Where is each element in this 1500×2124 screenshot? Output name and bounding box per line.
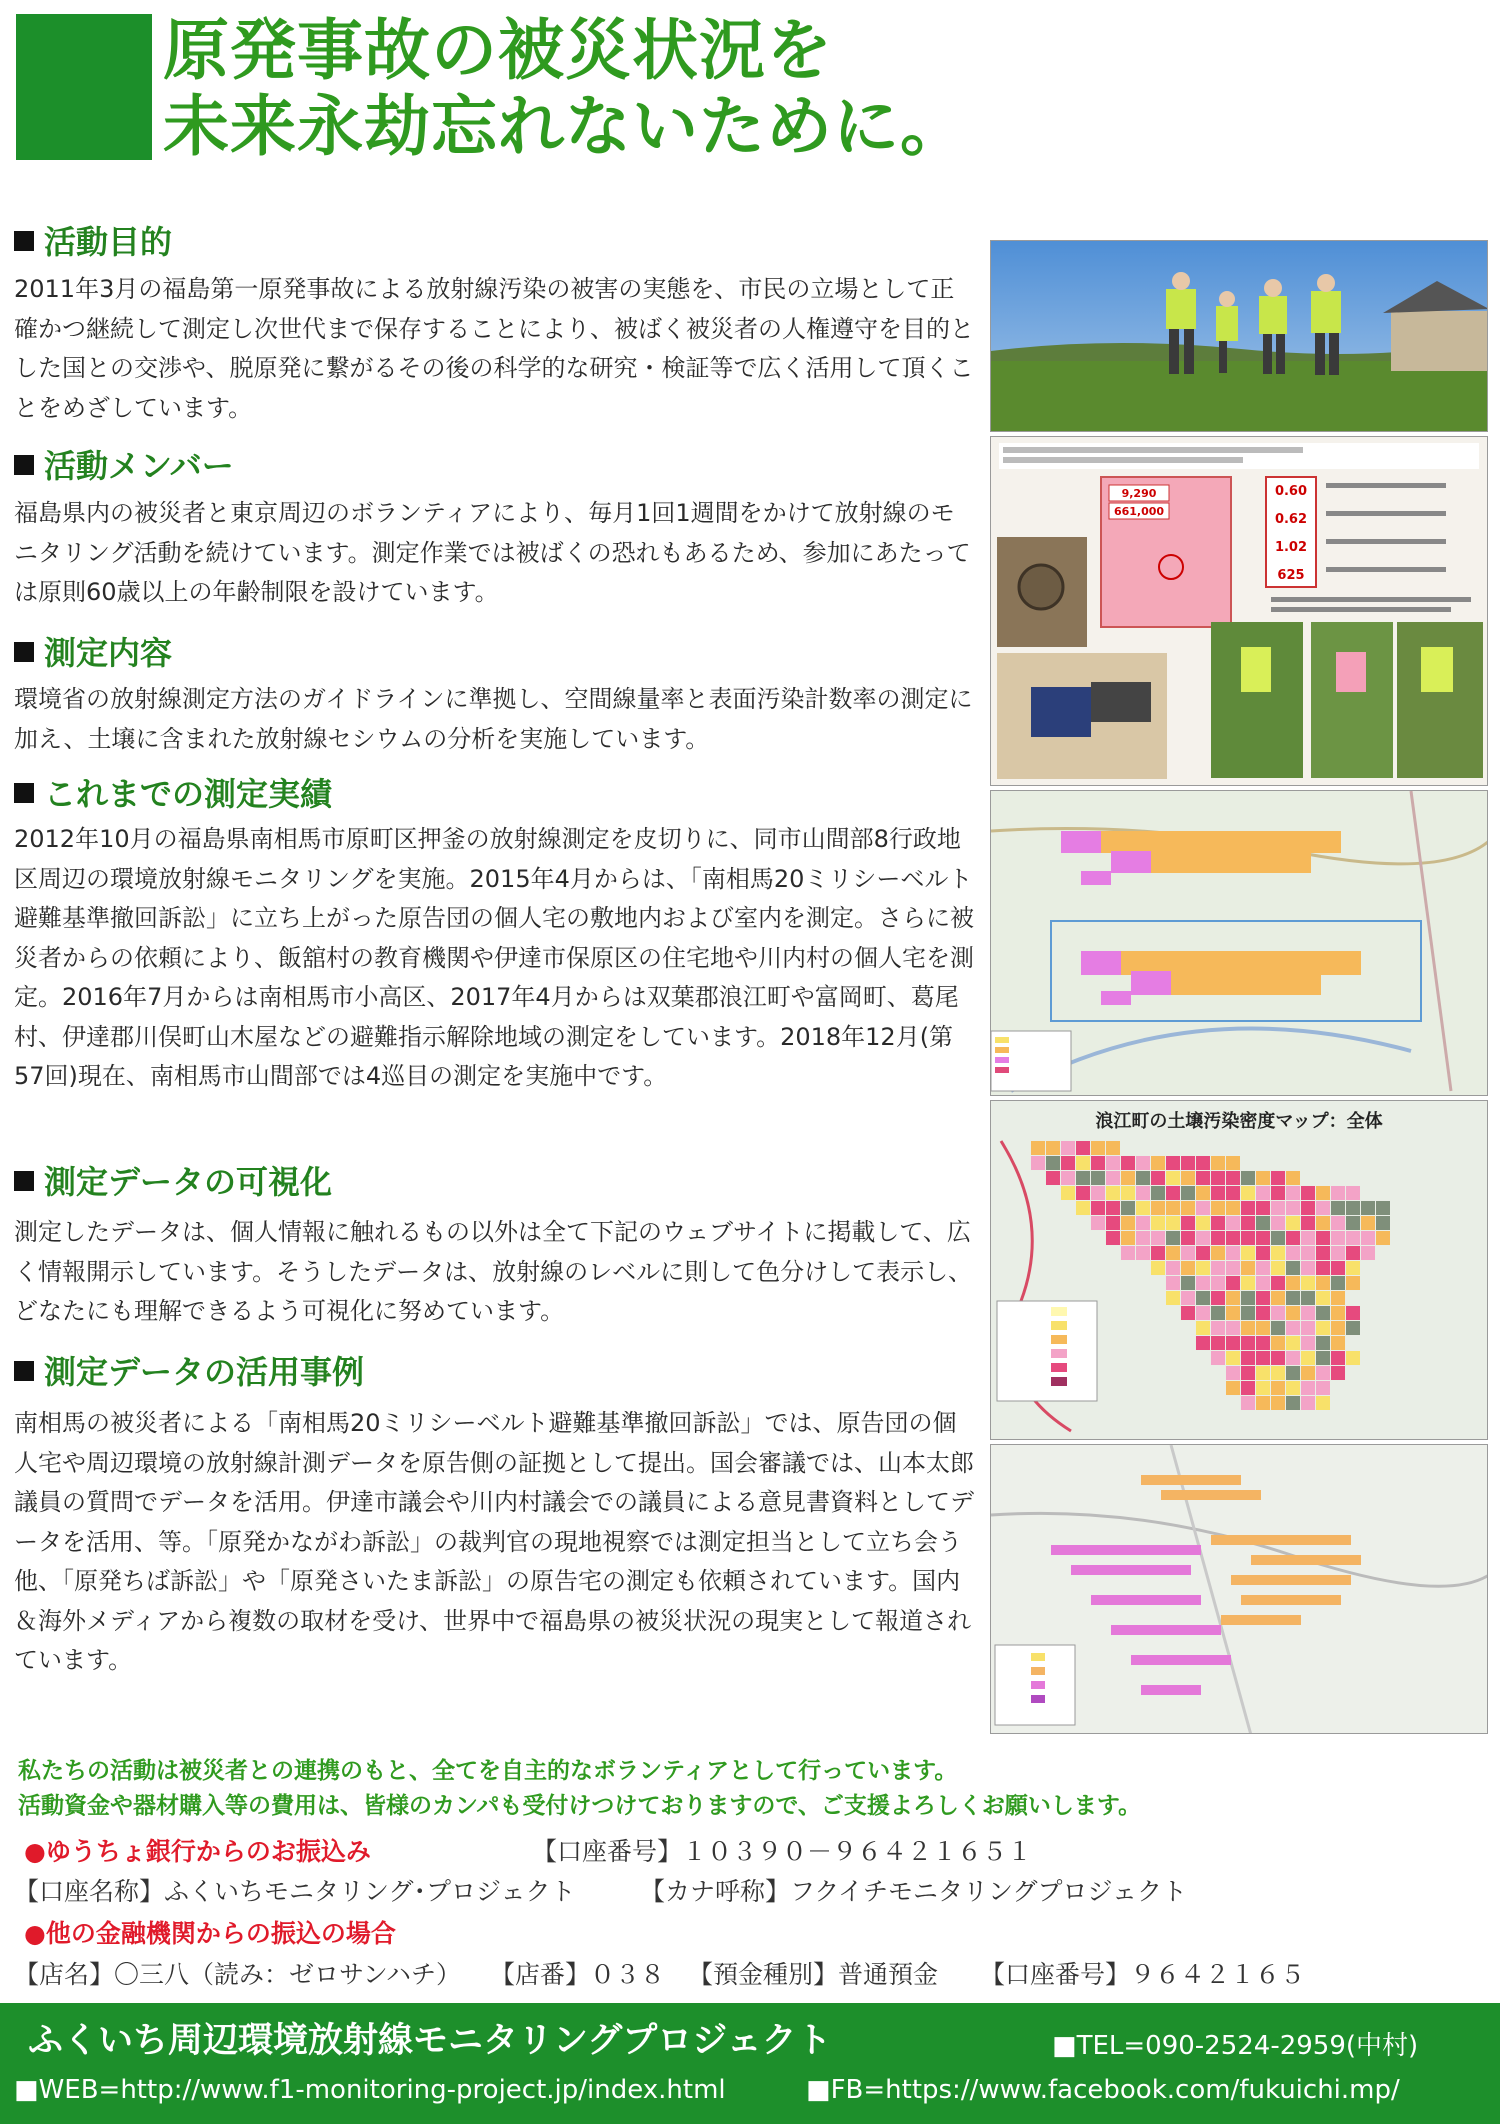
grid-cell [1241,1321,1255,1335]
grid-cell [1361,1216,1375,1230]
grid-cell [1241,1381,1255,1395]
grid-cell [1211,1306,1225,1320]
grid-cell [1076,1201,1090,1215]
grid-cell [1241,1366,1255,1380]
grid-cell [1151,1201,1165,1215]
grid-cell [1181,1261,1195,1275]
grid-cell [1241,1261,1255,1275]
grid-cell [1331,1351,1345,1365]
tel-contact[interactable]: ■TEL=090-2524-2959(中村) [1052,2031,1419,2061]
grid-cell [1226,1381,1240,1395]
grid-cell [1256,1246,1270,1260]
section-heading-measurement: 測定内容 [14,633,172,673]
grid-cell [1211,1351,1225,1365]
grid-cell [1301,1306,1315,1320]
page-title-line-2: 未来永劫忘れないために。 [163,88,967,165]
bullet-square-icon [14,1171,34,1191]
grid-cell [1316,1231,1330,1245]
grid-cell [1286,1366,1300,1380]
grid-cell [1121,1156,1135,1170]
grid-cell [1256,1261,1270,1275]
grid-cell [1226,1351,1240,1365]
grid-cell [1241,1396,1255,1410]
grid-cell [1301,1216,1315,1230]
section-body-achievements: 2012年10月の福島県南相馬市原町区押釜の放射線測定を皮切りに、同市山間部8行政地区周辺の環境放射線モニタリングを実施。2015年4月からは、「南相馬20ミリシーベルト避難基準撤回訴訟」に立ち上がった原告団の個人宅の敷地内および室内を測定。さらに被災者からの依頼により、飯舘村の教育機関や伊達市保原区の住宅地や川内村の個人宅を測定。2016年7月からは南相馬市小高区、2017年4月からは双葉郡浪江町や富岡町、葛尾村、伊達郡川俣町山木屋などの避難指示解除地域の測定をしています。2018年12月(第57回)現在、南相馬市山間部では4巡目の測定を実施中です。 [14,825,974,1090]
grid-cell [1211,1276,1225,1290]
grid-cell [1046,1141,1060,1155]
grid-cell [1256,1366,1270,1380]
grid-cell [1316,1351,1330,1365]
page-title-line-1: 原発事故の被災状況を [163,12,833,89]
grid-cell [1181,1156,1195,1170]
grid-cell [1331,1246,1345,1260]
grid-cell [1256,1276,1270,1290]
grid-cell [1121,1216,1135,1230]
grid-cell [1286,1216,1300,1230]
grid-cell [1271,1351,1285,1365]
grid-cell [1226,1366,1240,1380]
grid-cell [1301,1201,1315,1215]
yucho-account-number: 【口座番号】１０３９０－９６４２１６５１ [532,1837,1033,1866]
grid-cell [1316,1336,1330,1350]
grid-cell [1331,1201,1345,1215]
bullet-square-icon [14,783,34,803]
grid-cell [1271,1261,1285,1275]
grid-cell [1286,1291,1300,1305]
grid-cell [1181,1216,1195,1230]
grid-cell [1286,1201,1300,1215]
grid-cell [1151,1171,1165,1185]
grid-cell [1196,1216,1210,1230]
grid-cell [1196,1171,1210,1185]
section-body-measurement: 環境省の放射線測定方法のガイドラインに準拠し、空間線量率と表面汚染計数率の測定に加え、土壌に含まれた放射線セシウムの分析を実施しています。 [14,685,973,753]
grid-cell [1136,1171,1150,1185]
grid-cell [1106,1171,1120,1185]
grid-cell [1091,1216,1105,1230]
dose-value: 0.60 [1274,484,1308,499]
grid-cell [1226,1231,1240,1245]
grid-cell [1241,1306,1255,1320]
grid-cell [1136,1186,1150,1200]
grid-cell [1166,1156,1180,1170]
grid-cell [1166,1231,1180,1245]
grid-cell [1181,1246,1195,1260]
grid-cell [1271,1291,1285,1305]
grid-cell [1241,1231,1255,1245]
grid-cell [1271,1246,1285,1260]
grid-cell [1286,1321,1300,1335]
grid-cell [1301,1321,1315,1335]
grid-cell [1091,1186,1105,1200]
grid-cell [1106,1186,1120,1200]
grid-cell [1196,1261,1210,1275]
grid-cell [1151,1186,1165,1200]
grid-cell [1271,1366,1285,1380]
bullet-square-icon [14,231,34,251]
grid-cell [1136,1156,1150,1170]
account-number: 【口座番号】９６４２１６５ [980,1960,1306,1989]
grid-cell [1316,1306,1330,1320]
photo-field-measurement [990,240,1488,432]
map-namie-soil [990,1100,1488,1440]
grid-cell [1196,1231,1210,1245]
section-body-visualization: 測定したデータは、個人情報に触れるもの以外は全て下記のウェブサイトに掲載して、広く情報開示しています。そうしたデータは、放射線のレベルに則して色分けして表示し、どなたにも理解できるよう可視化に努めています。 [14,1218,973,1325]
section-heading-members: 活動メンバー [14,446,234,486]
grid-cell [1316,1201,1330,1215]
appeal-line-2: 活動資金や器材購入等の費用は、皆様のカンパも受付けつけておりますので、ご支援よろしくお願いします。 [18,1793,1142,1819]
section-body-purpose: 2011年3月の福島第一原発事故による放射線汚染の被害の実態を、市民の立場として正確かつ継続して測定し次世代まで保存することにより、被ばく被災者の人権遵守を目的とした国との交渉や、脱原発に繋がるその後の科学的な研究・検証等で広く活用して頂くことをめざしています。 [14,275,974,422]
grid-cell [1256,1336,1270,1350]
grid-cell [1301,1291,1315,1305]
grid-cell [1286,1261,1300,1275]
grid-cell [1331,1306,1345,1320]
grid-cell [1301,1396,1315,1410]
grid-cell [1286,1351,1300,1365]
grid-cell [1271,1321,1285,1335]
grid-cell [1076,1156,1090,1170]
grid-cell [1166,1201,1180,1215]
dose-value: 0.62 [1274,512,1308,527]
grid-cell [1316,1381,1330,1395]
grid-cell [1211,1321,1225,1335]
grid-cell [1316,1216,1330,1230]
facebook-link[interactable]: ■FB=https://www.facebook.com/fukuichi.mp/ [806,2075,1400,2105]
grid-cell [1346,1306,1360,1320]
grid-cell [1346,1216,1360,1230]
grid-cell [1196,1276,1210,1290]
bullet-square-icon [14,455,34,475]
grid-cell [1211,1171,1225,1185]
grid-cell [1196,1246,1210,1260]
grid-cell [1136,1201,1150,1215]
grid-cell [1271,1216,1285,1230]
grid-cell [1106,1156,1120,1170]
grid-cell [1226,1171,1240,1185]
grid-cell [1271,1336,1285,1350]
grid-cell [1121,1186,1135,1200]
grid-cell [1346,1201,1360,1215]
grid-cell [1226,1306,1240,1320]
yucho-heading: ●ゆうちょ銀行からのお振込み [24,1837,371,1866]
grid-cell [1226,1336,1240,1350]
grid-cell [1241,1291,1255,1305]
grid-cell [1256,1396,1270,1410]
grid-cell [1031,1141,1045,1155]
grid-cell [1151,1216,1165,1230]
grid-cell [1211,1291,1225,1305]
grid-cell [1151,1156,1165,1170]
grid-cell [1271,1306,1285,1320]
grid-cell [1316,1321,1330,1335]
grid-cell [1331,1231,1345,1245]
grid-cell [1196,1321,1210,1335]
section-heading-visualization: 測定データの可視化 [14,1162,332,1202]
figure-data-reading [990,436,1488,786]
grid-cell [1256,1171,1270,1185]
title-green-block [16,14,152,160]
grid-cell [1271,1276,1285,1290]
grid-cell [1211,1216,1225,1230]
grid-cell [1286,1276,1300,1290]
grid-cell [1256,1321,1270,1335]
grid-cell [1286,1186,1300,1200]
grid-cell [1316,1261,1330,1275]
grid-cell [1346,1231,1360,1245]
grid-cell [1301,1261,1315,1275]
grid-cell [1286,1306,1300,1320]
grid-cell [1301,1186,1315,1200]
grid-cell [1076,1141,1090,1155]
grid-cell [1316,1186,1330,1200]
grid-cell [1166,1216,1180,1230]
grid-cell [1031,1156,1045,1170]
section-heading-usecases: 測定データの活用事例 [14,1352,364,1392]
grid-cell [1256,1216,1270,1230]
grid-cell [1151,1246,1165,1260]
grid-cell [1226,1291,1240,1305]
grid-cell [1361,1201,1375,1215]
grid-cell [1121,1201,1135,1215]
grid-cell [1106,1201,1120,1215]
grid-cell [1346,1321,1360,1335]
grid-cell [1151,1261,1165,1275]
grid-cell [1046,1171,1060,1185]
grid-cell [1286,1246,1300,1260]
grid-cell [1376,1216,1390,1230]
grid-cell [1271,1231,1285,1245]
grid-cell [1271,1381,1285,1395]
grid-cell [1211,1201,1225,1215]
bullet-square-icon [14,642,34,662]
grid-cell [1271,1201,1285,1215]
grid-cell [1346,1351,1360,1365]
grid-cell [1256,1231,1270,1245]
deposit-type: 【預金種別】普通預金 [688,1960,939,1989]
grid-cell [1226,1246,1240,1260]
grid-cell [1226,1321,1240,1335]
grid-cell [1331,1366,1345,1380]
grid-cell [1061,1186,1075,1200]
grid-cell [1211,1261,1225,1275]
grid-cell [1076,1171,1090,1185]
grid-cell [1286,1381,1300,1395]
branch-name: 【店名】〇三八（読み：ゼロサンハチ） [14,1960,462,1989]
grid-cell [1346,1276,1360,1290]
grid-cell [1316,1291,1330,1305]
grid-cell [1301,1246,1315,1260]
grid-cell [1046,1156,1060,1170]
grid-cell [1181,1201,1195,1215]
section-heading-purpose: 活動目的 [14,222,172,262]
dose-value: 625 [1277,568,1305,583]
grid-cell [1316,1366,1330,1380]
grid-cell [1226,1216,1240,1230]
grid-cell [1166,1171,1180,1185]
grid-cell [1301,1231,1315,1245]
grid-cell [1196,1201,1210,1215]
grid-cell [1061,1171,1075,1185]
grid-cell [1331,1336,1345,1350]
grid-cell [1211,1156,1225,1170]
grid-cell [1301,1276,1315,1290]
grid-cell [1181,1306,1195,1320]
grid-cell [1256,1291,1270,1305]
grid-cell [1241,1336,1255,1350]
grid-cell [1151,1231,1165,1245]
grid-cell [1166,1246,1180,1260]
org-name: ふくいち周辺環境放射線モニタリングプロジェクト [28,2021,832,2061]
data-box-value: 9,290 [1121,487,1157,500]
grid-cell [1271,1186,1285,1200]
dose-value: 1.02 [1274,540,1308,555]
grid-cell [1361,1231,1375,1245]
grid-cell [1316,1246,1330,1260]
grid-cell [1106,1141,1120,1155]
grid-cell [1256,1306,1270,1320]
grid-cell [1166,1261,1180,1275]
appeal-line-1: 私たちの活動は被災者との連携のもと、全てを自主的なボランティアとして行っています。 [18,1758,958,1784]
grid-cell [1346,1261,1360,1275]
grid-cell [1286,1231,1300,1245]
grid-cell [1301,1366,1315,1380]
grid-cell [1211,1186,1225,1200]
grid-cell [1256,1201,1270,1215]
grid-cell [1286,1396,1300,1410]
grid-cell [1136,1216,1150,1230]
grid-cell [1061,1141,1075,1155]
grid-cell [1241,1246,1255,1260]
grid-cell [1256,1381,1270,1395]
grid-cell [1376,1231,1390,1245]
grid-cell [1346,1246,1360,1260]
grid-cell [1226,1276,1240,1290]
grid-cell [1181,1186,1195,1200]
grid-cell [1316,1396,1330,1410]
grid-cell [1211,1246,1225,1260]
grid-cell [1346,1186,1360,1200]
grid-cell [1271,1396,1285,1410]
grid-cell [1181,1276,1195,1290]
grid-cell [1061,1156,1075,1170]
grid-cell [1196,1291,1210,1305]
grid-cell [1226,1201,1240,1215]
grid-cell [1301,1351,1315,1365]
grid-cell [1091,1156,1105,1170]
grid-cell [1196,1156,1210,1170]
grid-cell [1271,1171,1285,1185]
section-body-usecases: 南相馬の被災者による「南相馬20ミリシーベルト避難基準撤回訴訟」では、原告団の個人宅や周辺環境の放射線計測データを原告側の証拠として提出。国会審議では、山本太郎議員の質問でデータを活用。伊達市議会や川内村議会での議員による意見書資料としてデータを活用、等。「原発かながわ訴訟」の裁判官の現地視察では測定担当として立ち会う他、「原発ちば訴訟」や「原発さいたま訴訟」の原告宅の測定も依頼されています。国内＆海外メディアから複数の取材を受け、世界中で福島県の被災状況の現実として報道されています。 [14,1409,974,1674]
grid-cell [1376,1201,1390,1215]
grid-cell [1331,1216,1345,1230]
other-bank-heading: ●他の金融機関からの振込の場合 [24,1919,396,1948]
data-box-value: 661,000 [1113,505,1165,518]
grid-cell [1181,1171,1195,1185]
grid-cell [1121,1171,1135,1185]
grid-cell [1286,1336,1300,1350]
grid-cell [1091,1141,1105,1155]
grid-cell [1241,1171,1255,1185]
grid-cell [1091,1201,1105,1215]
grid-cell [1241,1276,1255,1290]
map-route [990,1444,1488,1734]
grid-cell [1301,1381,1315,1395]
section-body-members: 福島県内の被災者と東京周辺のボランティアにより、毎月1回1週間をかけて放射線のモニタリング活動を続けています。測定作業では被ばくの恐れもあるため、参加にあたっては原則60歳以上の年齢制限を設けています。 [14,499,971,606]
grid-cell [1256,1186,1270,1200]
grid-cell [1196,1336,1210,1350]
grid-cell [1121,1231,1135,1245]
grid-cell [1361,1246,1375,1260]
grid-cell [1166,1276,1180,1290]
grid-cell [1331,1261,1345,1275]
grid-cell [1181,1291,1195,1305]
grid-cell [1256,1351,1270,1365]
grid-cell [1241,1216,1255,1230]
branch-number: 【店番】０３８ [490,1960,666,1989]
section-heading-achievements: これまでの測定実績 [14,774,332,814]
grid-cell [1136,1246,1150,1260]
grid-cell [1121,1246,1135,1260]
grid-cell [1166,1186,1180,1200]
grid-cell [1331,1321,1345,1335]
grid-cell [1331,1186,1345,1200]
grid-cell [1211,1336,1225,1350]
grid-cell [1181,1231,1195,1245]
grid-cell [1106,1216,1120,1230]
grid-cell [1166,1291,1180,1305]
map-comparison [990,790,1488,1096]
grid-cell [1226,1186,1240,1200]
grid-cell [1316,1276,1330,1290]
grid-cell [1301,1336,1315,1350]
footer-bar [0,2003,1500,2124]
website-link[interactable]: ■WEB=http://www.f1-monitoring-project.jp/index.html [14,2075,726,2105]
grid-cell [1241,1186,1255,1200]
grid-cell [1211,1231,1225,1245]
grid-cell [1076,1186,1090,1200]
kana-name: 【カナ呼称】フクイチモニタリングプロジェクト [640,1877,1188,1906]
grid-cell [1196,1186,1210,1200]
grid-cell [1241,1351,1255,1365]
grid-cell [1331,1276,1345,1290]
grid-cell [1241,1201,1255,1215]
grid-cell [1091,1171,1105,1185]
grid-cell [1286,1171,1300,1185]
grid-cell [1196,1306,1210,1320]
grid-cell [1331,1291,1345,1305]
grid-cell [1226,1261,1240,1275]
account-name: 【口座名称】ふくいちモニタリング･プロジェクト [14,1877,576,1906]
grid-cell [1106,1231,1120,1245]
map-caption: 浪江町の土壌汚染密度マップ：全体 [1095,1111,1383,1132]
grid-cell [1226,1156,1240,1170]
grid-cell [1136,1231,1150,1245]
bullet-square-icon [14,1361,34,1381]
